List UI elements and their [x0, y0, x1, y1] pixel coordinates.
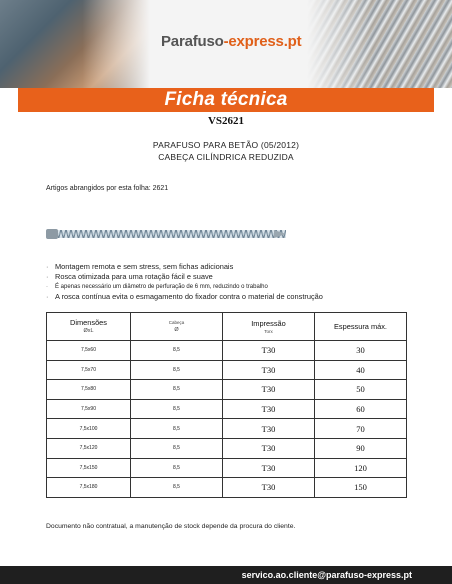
cell-dimensions: 7,5x60: [47, 341, 131, 361]
cell-drive: T30: [223, 399, 315, 419]
cell-drive: T30: [223, 360, 315, 380]
product-title: PARAFUSO PARA BETÃO (05/2012): [152, 140, 300, 150]
brand-logo: [161, 33, 301, 50]
cell-dimensions: 7,5x150: [47, 458, 131, 478]
feature-list: [46, 262, 416, 302]
spec-table: [46, 312, 407, 498]
cell-head: 8,5: [131, 478, 223, 498]
cell-thickness: 70: [315, 419, 407, 439]
banner-title: Ficha técnica: [164, 89, 288, 110]
cell-thickness: 50: [315, 380, 407, 400]
cell-drive: T30: [223, 341, 315, 361]
section-banner: [18, 88, 434, 112]
feature-item: · Montagem remota e sem stress, sem fichas adicionais: [46, 262, 234, 271]
cell-drive: T30: [223, 478, 315, 498]
cell-head: 8,5: [131, 360, 223, 380]
table-header-row: [47, 313, 407, 341]
articles-covered: Artigos abrangidos por esta folha: 2621: [46, 185, 169, 192]
cell-dimensions: 7,5x70: [47, 360, 131, 380]
table-row: [47, 478, 407, 498]
cell-thickness: 90: [315, 438, 407, 458]
header-head: Cabeça Ø: [131, 313, 223, 341]
disclaimer-note: Documento não contratual, a manutenção de stock depende da procura do cliente.: [46, 523, 296, 530]
cell-dimensions: 7,5x80: [47, 380, 131, 400]
brand-name: Parafuso: [161, 33, 224, 50]
header-dimensions: Dimensões ØxL: [47, 313, 131, 341]
header-banner: [0, 0, 452, 88]
cell-drive: T30: [223, 380, 315, 400]
header-thickness: Espessura máx.: [315, 313, 407, 341]
cell-head: 8,5: [131, 380, 223, 400]
bullet-icon: ·: [46, 272, 49, 281]
screws-photo: [307, 0, 452, 88]
screw-image: [46, 226, 286, 242]
footer-bar: [0, 566, 452, 584]
table-row: [47, 438, 407, 458]
table-row: [47, 399, 407, 419]
feature-item: · Rosca otimizada para uma rotação fácil e suave: [46, 272, 213, 281]
cell-dimensions: 7,5x90: [47, 399, 131, 419]
product-code: VS2621: [207, 115, 245, 127]
cell-thickness: 120: [315, 458, 407, 478]
cell-drive: T30: [223, 458, 315, 478]
feature-item: · É apenas necessário um diâmetro de perfuração de 6 mm, reduzindo o trabalho: [46, 284, 268, 290]
bullet-icon: ·: [46, 262, 49, 271]
cell-head: 8,5: [131, 399, 223, 419]
bullet-icon: ·: [46, 292, 49, 301]
product-subtitle: CABEÇA CILÍNDRICA REDUZIDA: [158, 152, 294, 162]
cell-thickness: 150: [315, 478, 407, 498]
cell-thickness: 60: [315, 399, 407, 419]
bullet-icon: ·: [46, 284, 48, 290]
cell-head: 8,5: [131, 419, 223, 439]
brand-suffix: -express.pt: [223, 33, 302, 50]
table-row: [47, 458, 407, 478]
cell-head: 8,5: [131, 438, 223, 458]
tools-photo: [0, 0, 150, 88]
cell-dimensions: 7,5x100: [47, 419, 131, 439]
contact-email: servico.ao.cliente@parafuso-express.pt: [241, 570, 412, 580]
table-row: [47, 341, 407, 361]
cell-drive: T30: [223, 438, 315, 458]
cell-drive: T30: [223, 419, 315, 439]
table-row: [47, 419, 407, 439]
cell-thickness: 40: [315, 360, 407, 380]
cell-head: 8,5: [131, 458, 223, 478]
table-row: [47, 380, 407, 400]
cell-head: 8,5: [131, 341, 223, 361]
cell-dimensions: 7,5x120: [47, 438, 131, 458]
cell-thickness: 30: [315, 341, 407, 361]
table-row: [47, 360, 407, 380]
feature-item: · A rosca contínua evita o esmagamento do fixador contra o material de construção: [46, 292, 323, 301]
header-drive: Impressão Torx: [223, 313, 315, 341]
cell-dimensions: 7,5x180: [47, 478, 131, 498]
